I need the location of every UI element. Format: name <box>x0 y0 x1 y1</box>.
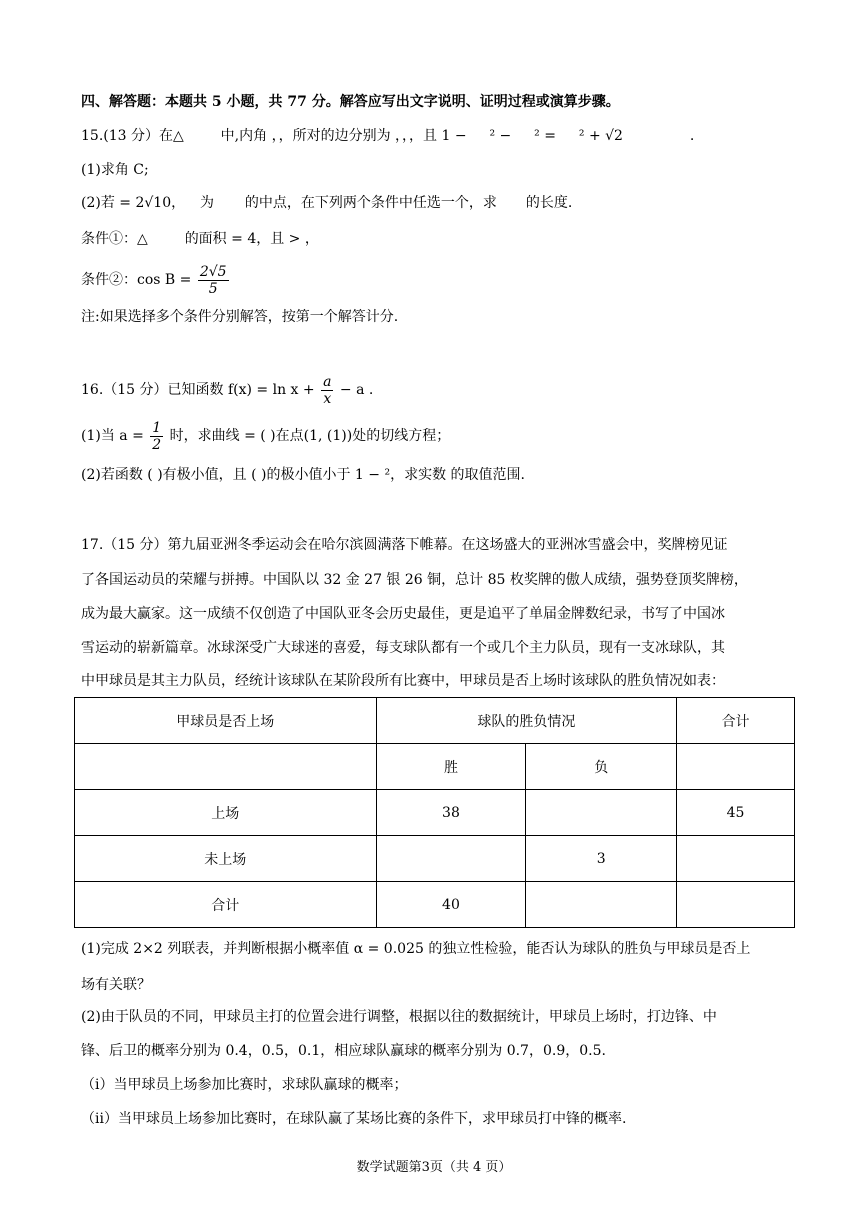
cell-lose <box>526 790 677 836</box>
cell-lose <box>526 882 677 928</box>
q15-stem-b: 中,内角 ，，所对的边分别为 ，，，且 1 − <box>220 128 467 144</box>
q15-stem-end: . <box>689 128 695 144</box>
q17-line1: 17.（15 分）第九届亚洲冬季运动会在哈尔滨圆满落下帷幕。在这场盛大的亚洲冰雪盛会中，奖牌榜见证 <box>81 537 728 553</box>
q15-stem-a: 15.(13 分）在△ <box>81 128 184 144</box>
page-footer: 数学试题第3页（共 4 页） <box>356 1160 512 1175</box>
q15-cond2-num: 2√5 <box>199 263 227 280</box>
q15-condition2 <box>81 262 231 298</box>
header-player-played: 甲球员是否上场 <box>75 698 377 744</box>
table-row <box>75 882 795 928</box>
q17-part2-i: （i）当甲球员上场参加比赛时，求球队赢球的概率； <box>81 1077 408 1093</box>
q15-part2-b: 为 <box>200 195 215 211</box>
table-subheader-row <box>75 744 795 790</box>
table-row <box>75 790 795 836</box>
q15-cond2-den: 5 <box>208 280 218 297</box>
q15-cond1-a: 条件①：△ <box>81 231 148 247</box>
q17-part1-line2: 场有关联？ <box>81 977 151 993</box>
q15-cond2-label: 条件②：cos B = <box>81 272 192 288</box>
cell-total <box>677 836 795 882</box>
cell-total <box>677 882 795 928</box>
q15-stem-e: ² + √2 <box>578 128 623 144</box>
q16-part2: (2)若函数 ( )有极小值，且 ( )的极小值小于 1 − ²，求实数 的取值范围. <box>81 467 525 483</box>
cell-win <box>376 836 526 882</box>
subheader-win: 胜 <box>376 744 526 790</box>
q15-part2 <box>81 193 572 213</box>
row-label: 上场 <box>75 790 377 836</box>
q15-part2-a: (2)若 = 2√10， <box>81 195 186 211</box>
table-row <box>75 836 795 882</box>
contingency-table <box>74 697 795 928</box>
q17-part2-line1: (2)由于队员的不同，甲球员主打的位置会进行调整，根据以往的数据统计，甲球员上场时，打边锋、中 <box>81 1009 717 1025</box>
section-header: 四、解答题：本题共 5 小题，共 77 分。解答应写出文字说明、证明过程或演算步骤。 <box>81 94 620 110</box>
q17-line3: 成为最大赢家。这一成绩不仅创造了中国队亚冬会历史最佳，更是追平了单届金牌数纪录，书写了中国冰 <box>81 606 725 622</box>
q15-condition1 <box>81 229 319 249</box>
q17-line2: 了各国运动员的荣耀与拼搏。中国队以 32 金 27 银 26 铜，总计 85 枚奖牌的傲人成绩，强势登顶奖牌榜， <box>81 572 748 588</box>
q15-stem <box>81 126 694 146</box>
q16-part1-den: 2 <box>152 436 162 453</box>
q15-note: 注:如果选择多个条件分别解答，按第一个解答计分. <box>81 309 399 325</box>
cell-win: 40 <box>376 882 526 928</box>
subheader-empty <box>75 744 377 790</box>
q16-frac-num: a <box>323 373 332 390</box>
q16-part1-a: (1)当 a = <box>81 428 144 444</box>
q15-part1: (1)求角 C; <box>81 162 149 178</box>
q17-part1-line1: (1)完成 2×2 列联表，并判断根据小概率值 α = 0.025 的独立性检验，能否认为球队的胜负与甲球员是否上 <box>81 941 751 957</box>
q16-stem-a: 16.（15 分）已知函数 f(x) = ln x + <box>81 382 315 398</box>
q16-part1-fraction <box>150 420 163 453</box>
cell-total: 45 <box>677 790 795 836</box>
q16-part1-num: 1 <box>152 419 162 436</box>
subheader-lose: 负 <box>526 744 677 790</box>
q15-stem-c: ² − <box>489 128 512 144</box>
table-header-row <box>75 698 795 744</box>
q15-part2-d: 的长度. <box>525 195 573 211</box>
q16-stem <box>81 372 373 408</box>
cell-lose: 3 <box>526 836 677 882</box>
header-total: 合计 <box>677 698 795 744</box>
row-label: 合计 <box>75 882 377 928</box>
row-label: 未上场 <box>75 836 377 882</box>
subheader-total-empty <box>677 744 795 790</box>
q15-part2-c: 的中点，在下列两个条件中任选一个，求 <box>244 195 497 211</box>
q16-stem-b: − a . <box>339 382 374 398</box>
q16-part1 <box>81 418 450 454</box>
q17-line4: 雪运动的崭新篇章。冰球深受广大球迷的喜爱，每支球队都有一个或几个主力队员，现有一支冰球队，其 <box>81 640 725 656</box>
q15-stem-d: ² = <box>534 128 556 144</box>
header-team-result: 球队的胜负情况 <box>376 698 677 744</box>
q16-fraction <box>321 374 333 407</box>
q16-frac-den: x <box>323 390 332 407</box>
q17-part2-line2: 锋、后卫的概率分别为 0.4，0.5，0.1，相应球队赢球的概率分别为 0.7，0.9，0.5. <box>81 1043 606 1059</box>
cell-win: 38 <box>376 790 526 836</box>
q17-part2-ii: （ii）当甲球员上场参加比赛时，在球队赢了某场比赛的条件下，求甲球员打中锋的概率. <box>81 1111 627 1127</box>
q16-part1-b: 时，求曲线 = ( )在点(1, (1))处的切线方程； <box>169 428 451 444</box>
q15-cond2-fraction <box>198 264 229 297</box>
q17-line5: 中甲球员是其主力队员，经统计该球队在某阶段所有比赛中，甲球员是否上场时该球队的胜负情况如表： <box>81 673 725 689</box>
q15-cond1-b: 的面积 = 4，且 > ， <box>184 231 319 247</box>
